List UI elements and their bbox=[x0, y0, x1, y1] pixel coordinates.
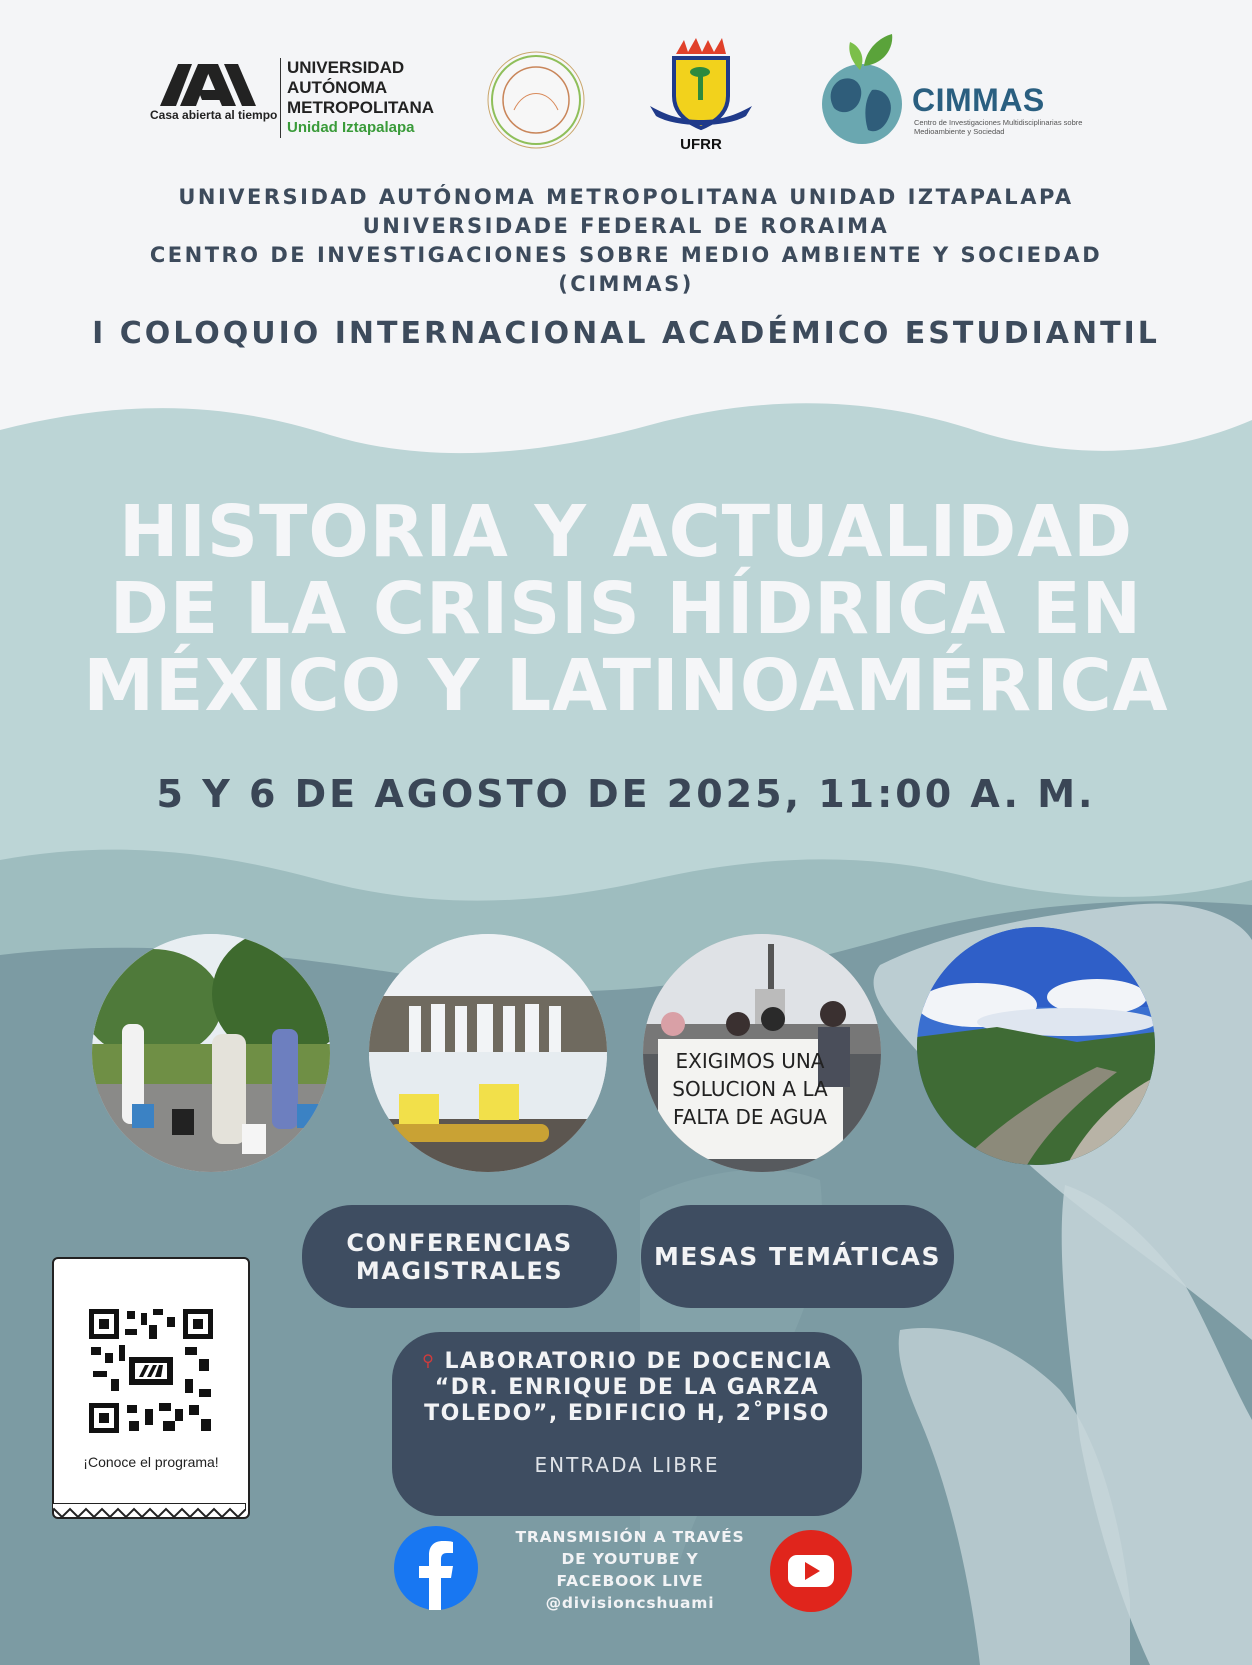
conferencias-line-2: MAGISTRALES bbox=[355, 1256, 564, 1285]
venue-line-1-text: LABORATORIO DE DOCENCIA bbox=[444, 1349, 832, 1374]
photo-river-valley bbox=[917, 927, 1155, 1165]
facebook-icon[interactable] bbox=[392, 1524, 480, 1612]
mesas-pill bbox=[641, 1205, 954, 1308]
uam-caption: Casa abierta al tiempo bbox=[150, 108, 278, 122]
cimmas-subtitle: Centro de Investigaciones Multidisciplinarias sobre Medioambiente y Sociedad bbox=[914, 118, 1083, 136]
venue-line-3: TOLEDO”, EDIFICIO H, 2˚PISO bbox=[424, 1401, 830, 1426]
venue-line-2: “DR. ENRIQUE DE LA GARZA bbox=[434, 1375, 820, 1400]
main-title bbox=[0, 490, 1252, 727]
uam-mark-icon bbox=[158, 60, 268, 108]
institution-cimmas: CENTRO DE INVESTIGACIONES SOBRE MEDIO AMBIENTE Y SOCIEDAD bbox=[149, 243, 1103, 267]
cimmas-logo bbox=[820, 30, 1100, 150]
qr-label: ¡Conoce el programa! bbox=[83, 1454, 219, 1470]
sociology-seal-icon bbox=[484, 48, 588, 152]
event-dates: 5 Y 6 DE AGOSTO DE 2025, 11:00 A. M. bbox=[156, 772, 1096, 816]
qr-card[interactable] bbox=[52, 1257, 250, 1519]
uam-line2: AUTÓNOMA bbox=[287, 78, 388, 97]
free-entry: ENTRADA LIBRE bbox=[534, 1453, 720, 1477]
globe-leaf-icon bbox=[820, 30, 910, 150]
stream-info bbox=[490, 1526, 770, 1614]
title-line-3: MÉXICO Y LATINOAMÉRICA bbox=[83, 644, 1169, 727]
uam-line3: METROPOLITANA bbox=[287, 98, 435, 117]
uam-line1: UNIVERSIDAD bbox=[287, 58, 405, 77]
uam-name-block bbox=[280, 58, 434, 138]
pin-icon: ⚲ bbox=[422, 1351, 436, 1370]
title-line-1: HISTORIA Y ACTUALIDAD bbox=[118, 490, 1134, 573]
stream-line-3: FACEBOOK LIVE bbox=[556, 1572, 704, 1590]
institution-ufrr: UNIVERSIDADE FEDERAL DE RORAIMA bbox=[362, 214, 890, 238]
venue-address bbox=[392, 1348, 862, 1427]
event-name: I COLOQUIO INTERNACIONAL ACADÉMICO ESTUDIANTIL bbox=[92, 316, 1160, 351]
venue-line-1 bbox=[392, 1348, 862, 1375]
stream-handle[interactable]: @divisioncshuami bbox=[545, 1594, 715, 1612]
conferencias-pill bbox=[302, 1205, 617, 1308]
qr-card-zigzag bbox=[52, 1503, 246, 1523]
photo-protest-sign bbox=[643, 934, 881, 1172]
ufrr-label: UFRR bbox=[680, 136, 722, 153]
protest-sign-line-1: EXIGIMOS UNA bbox=[675, 1049, 825, 1073]
cimmas-title: CIMMAS bbox=[912, 82, 1045, 118]
title-line-2: DE LA CRISIS HÍDRICA EN bbox=[109, 567, 1143, 650]
photo-waterfall-protest bbox=[369, 934, 607, 1172]
institution-cimmas-acronym: (CIMMAS) bbox=[558, 272, 694, 296]
venue-box bbox=[392, 1332, 862, 1516]
photo-water-carriers bbox=[92, 934, 330, 1172]
stream-line-1: TRANSMISIÓN A TRAVÉS bbox=[515, 1528, 745, 1546]
protest-sign-line-3: FALTA DE AGUA bbox=[673, 1105, 827, 1129]
uam-line4: Unidad Iztapalapa bbox=[287, 119, 415, 136]
ufrr-shield-icon bbox=[646, 36, 756, 136]
stream-line-2: DE YOUTUBE Y bbox=[561, 1550, 699, 1568]
ufrr-logo bbox=[646, 36, 766, 154]
uam-logo bbox=[150, 58, 435, 148]
institution-uam: UNIVERSIDAD AUTÓNOMA METROPOLITANA UNIDAD IZTAPALAPA bbox=[178, 185, 1074, 209]
youtube-icon[interactable] bbox=[768, 1528, 854, 1614]
protest-sign-line-2: SOLUCION A LA bbox=[672, 1077, 828, 1101]
qr-code-icon[interactable] bbox=[89, 1309, 213, 1433]
conferencias-line-1: CONFERENCIAS bbox=[346, 1228, 573, 1257]
mesas-label: MESAS TEMÁTICAS bbox=[654, 1242, 941, 1271]
institutions-list bbox=[0, 183, 1252, 299]
